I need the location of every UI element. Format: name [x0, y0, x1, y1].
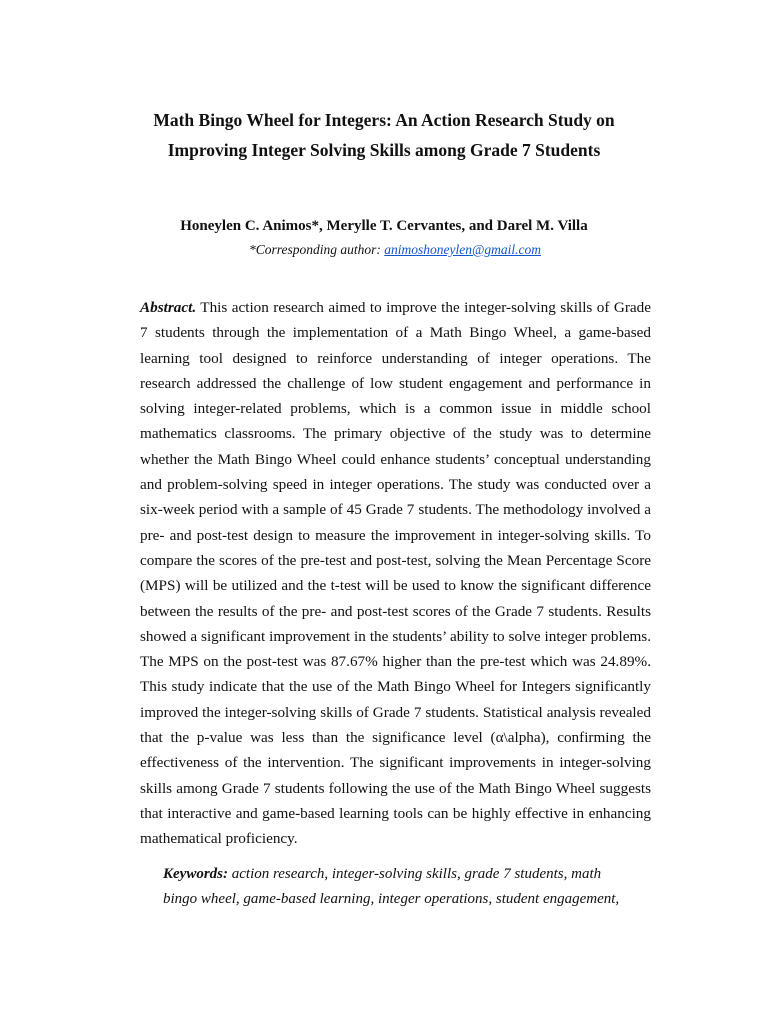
- corresponding-author-label: *Corresponding author:: [248, 242, 385, 257]
- author-list: Honeylen C. Animos*, Merylle T. Cervantes, and Darel M. Villa: [180, 218, 588, 234]
- paper-title-line-2: Improving Integer Solving Skills among Grade 7 Students: [167, 140, 601, 160]
- keywords-text: action research, integer-solving skills, grade 7 students, math bingo wheel, game-based learning, integer operations, student engagement,: [163, 866, 620, 907]
- abstract-paragraph: [140, 295, 651, 852]
- corresponding-author-email-link[interactable]: animoshoneylen@gmail.com: [384, 242, 542, 257]
- corresponding-author: [100, 240, 690, 260]
- keywords-label: Keywords:: [163, 866, 228, 882]
- paper-title: [120, 105, 648, 165]
- paper-title-line-1: Math Bingo Wheel for Integers: An Action Research Study on: [153, 110, 615, 130]
- abstract-label: Abstract.: [140, 299, 197, 316]
- abstract-text: This action research aimed to improve the integer-solving skills of Grade 7 students through the implementation of a Math Bingo Wheel, a game-based learning tool designed to reinforce understanding of integer operations. The research addressed the challenge of low student engagement and performance in solving integer-related problems, which is a common issue in middle school mathematics classrooms. The primary objective of the study was to determine whether the Math Bingo Wheel could enhance students’ conceptual understanding and problem-solving speed in integer operations. The study was conducted over a six-week period with a sample of 45 Grade 7 students. The methodology involved a pre- and post-test design to measure the improvement in integer-solving skills. To compare the scores of the pre-test and post-test, solving the Mean Percentage Score (MPS) will be utilized and the t-test will be used to know the significant difference between the results of the pre- and post-test scores of the Grade 7 students. Results showed a significant improvement in the students’ ability to solve integer problems. The MPS on the post-test was 87.67% higher than the pre-test which was 24.89%. This study indicate that the use of the Math Bingo Wheel for Integers significantly improved the integer-solving skills of Grade 7 students. Statistical analysis revealed that the p-value was less than the significance level (α\alpha), confirming the effectiveness of the intervention. The significant improvements in integer-solving skills among Grade 7 students following the use of the Math Bingo Wheel suggests that interactive and game-based learning tools can be highly effective in enhancing mathematical proficiency.: [140, 299, 651, 848]
- keywords-paragraph: [163, 862, 633, 912]
